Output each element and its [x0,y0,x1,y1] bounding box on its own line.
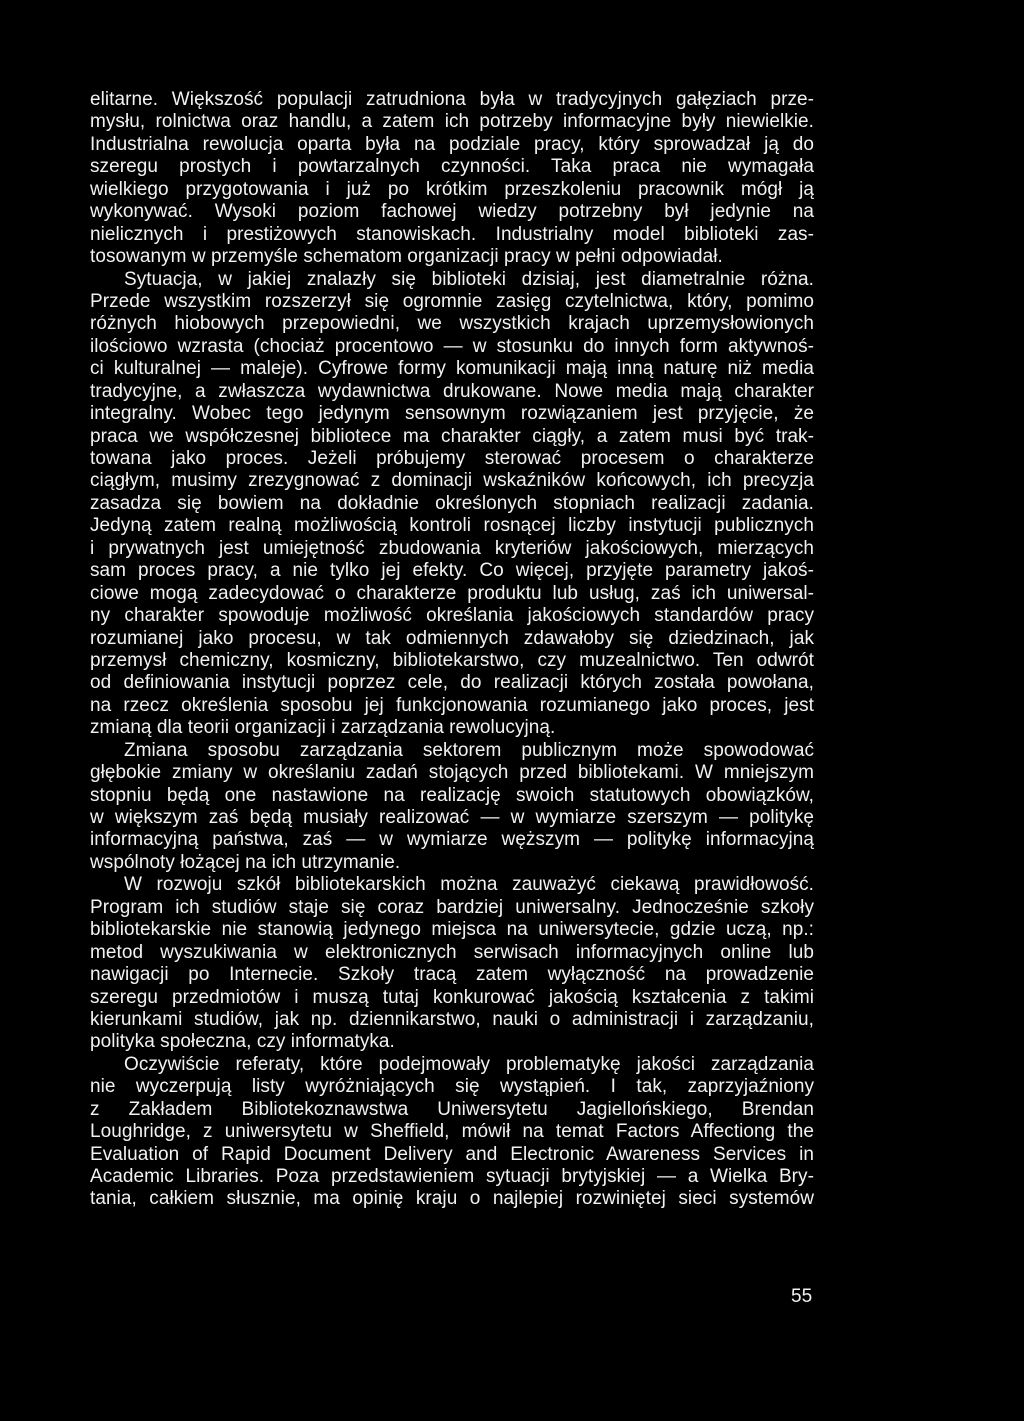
text-line: W rozwoju szkół bibliotekarskich można zauważyć ciekawą prawidłowość. [124,874,814,896]
text-line: bibliotekarskie nie stanowią jedynego miejsca na uniwersytecie, gdzie uczą, np.: [90,919,814,941]
text-line: ny charakter spowoduje możliwość określania jakościowych standardów pracy [90,605,814,627]
text-line: integralny. Wobec tego jedynym sensownym rozwiązaniem jest przyjęcie, że [90,403,814,425]
text-line: elitarne. Większość populacji zatrudniona była w tradycyjnych gałęziach prze- [90,89,814,110]
text-line: sam proces pracy, a nie tylko jej efekty. Co więcej, przyjęte parametry jakoś- [90,560,814,582]
text-line: Academic Libraries. Poza przedstawieniem sytuacji brytyjskiej — a Wielka Bry- [90,1166,814,1187]
text-line: tosowanym w przemyśle schematom organizacji pracy w pełni odpowiadał. [90,246,723,268]
text-line: wspólnoty łożącej na ich utrzymanie. [90,851,401,873]
text-line: tania, całkiem słusznie, ma opinię kraju o najlepiej rozwiniętej sieci systemów [90,1188,814,1210]
text-line: od definiowania instytucji poprzez cele, do realizacji których została powołana, [90,672,814,694]
text-line: nawigacji po Internecie. Szkoły tracą zatem wyłączność na prowadzenie [90,964,814,986]
text-line: z Zakładem Bibliotekoznawstwa Uniwersytetu Jagiellońskiego, Brendan [90,1098,814,1120]
text-line: szeregu prostych i powtarzalnych czynności. Taka praca nie wymagała [90,156,814,178]
text-line: Zmiana sposobu zarządzania sektorem publicznym może spowodować [124,739,814,761]
text-line: ci kulturalnej — maleje). Cyfrowe formy komunikacji mają inną naturę niż media [90,358,814,380]
text-line: towana jako proces. Jeżeli próbujemy sterować procesem o charakterze [90,448,814,469]
text-line: różnych hiobowych przepowiedni, we wszystkich krajach uprzemysłowionych [90,313,814,335]
page-number: 55 [791,1286,813,1307]
text-line: ciągłym, musimy zrezygnować z dominacji wskaźników końcowych, ich precyzja [90,470,814,492]
body-text [90,89,814,1211]
text-line: nielicznych i prestiżowych stanowiskach. Industrialny model biblioteki zas- [90,223,814,245]
text-line: mysłu, rolnictwa oraz handlu, a zatem ich potrzeby informacyjne były niewielkie. [90,111,814,133]
text-line: metod wyszukiwania w elektronicznych serwisach informacyjnych online lub [90,941,814,963]
text-line: zasadza się bowiem na dokładnie określonych stopniach realizacji zadania. [90,492,814,514]
text-line: wielkiego przygotowania i już po krótkim przeszkoleniu pracownik mógł ją [90,178,814,200]
text-line: rozumianej jako procesu, w tak odmiennych zdawałoby się dziedzinach, jak [90,627,814,649]
text-line: Jedyną zatem realną możliwością kontroli rosnącej liczby instytucji publicznych [90,515,814,537]
text-line: ciowe mogą zadecydować o charakterze produktu lub usług, zaś ich uniwersal- [90,582,814,604]
text-line: informacyjną państwa, zaś — w wymiarze węższym — politykę informacyjną [90,829,814,851]
text-line: polityka społeczna, czy informatyka. [90,1031,395,1053]
text-line: wykonywać. Wysoki poziom fachowej wiedzy potrzebny był jedynie na [90,201,814,223]
text-line: w większym zaś będą musiały realizować — w wymiarze szerszym — politykę [90,807,814,828]
document-page [90,89,814,1389]
text-line: Przede wszystkim rozszerzył się ogromnie zasięg czytelnictwa, który, pomimo [90,290,814,312]
text-line: ilościowo wzrasta (chociaż procentowo — w stosunku do innych form aktywnoś- [90,335,814,357]
text-line: praca we współczesnej bibliotece ma charakter ciągły, a zatem musi być trak- [90,425,814,447]
text-line: kierunkami studiów, jak np. dziennikarstwo, nauki o administracji i zarządzaniu, [90,1008,814,1030]
text-line: zmianą dla teorii organizacji i zarządzania rewolucyjną. [90,717,556,739]
text-line: tradycyjne, a zwłaszcza wydawnictwa drukowane. Nowe media mają charakter [90,380,814,402]
text-line: i prywatnych jest umiejętność zbudowania kryteriów jakościowych, mierzących [90,537,814,559]
text-line: stopniu będą one nastawione na realizację swoich statutowych obowiązków, [90,784,814,806]
text-line: szeregu przedmiotów i muszą tutaj konkurować jakością kształcenia z takimi [90,986,814,1008]
text-line: Evaluation of Rapid Document Delivery and Electronic Awareness Services in [90,1143,814,1165]
text-line: Loughridge, z uniwersytetu w Sheffield, mówił na temat Factors Affectiong the [90,1121,814,1143]
text-line: Program ich studiów staje się coraz bardziej uniwersalny. Jednocześnie szkoły [90,896,814,918]
text-line: Oczywiście referaty, które podejmowały problematykę jakości zarządzania [124,1053,814,1075]
text-line: Sytuacja, w jakiej znalazły się biblioteki dzisiaj, jest diametralnie różna. [124,268,814,290]
text-line: na rzecz określenia sposobu jej funkcjonowania rozumianego jako proces, jest [90,694,814,716]
text-line: Industrialna rewolucja oparta była na podziale pracy, który sprowadzał ją do [90,133,814,155]
text-line: przemysł chemiczny, kosmiczny, bibliotekarstwo, czy muzealnictwo. Ten odwrót [90,649,814,671]
text-line: głębokie zmiany w określaniu zadań stojących przed bibliotekami. W mniejszym [90,762,814,784]
text-line: nie wyczerpują listy wyróżniających się wystąpień. I tak, zaprzyjaźniony [90,1076,814,1098]
